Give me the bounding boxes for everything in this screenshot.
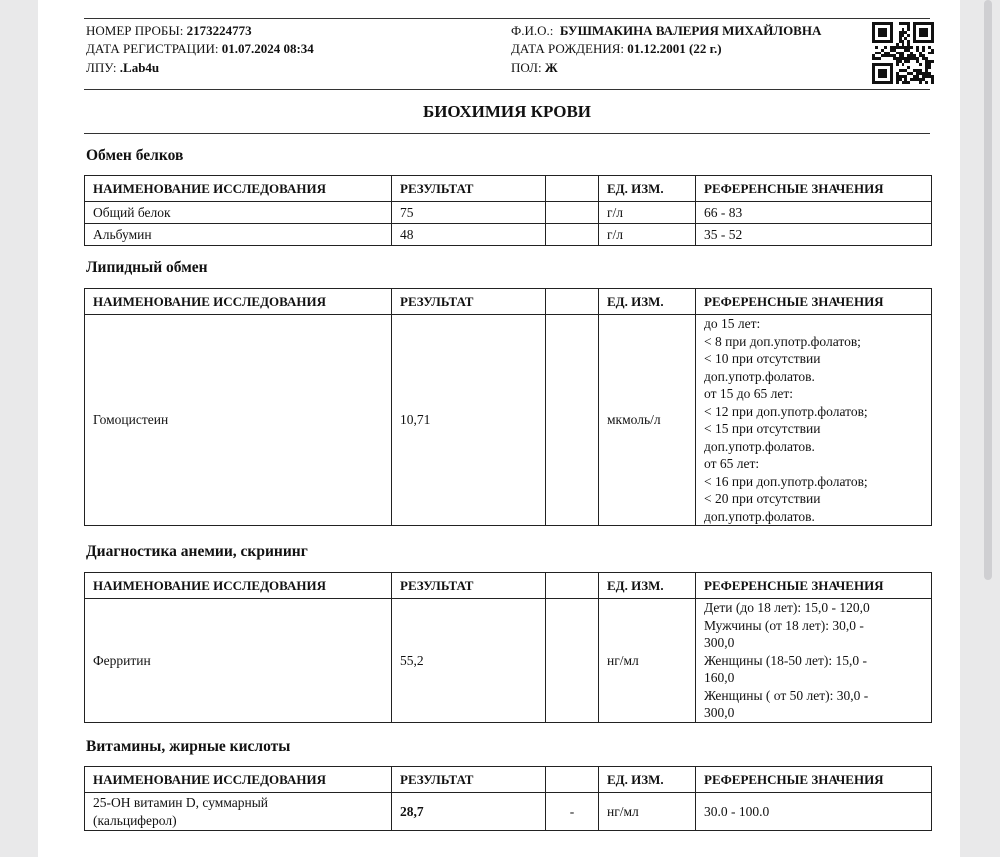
table-row bbox=[85, 315, 932, 526]
col-header-ref: РЕФЕРЕНСНЫЕ ЗНАЧЕНИЯ bbox=[696, 176, 932, 202]
col-header-flag bbox=[546, 573, 599, 599]
table-header-row bbox=[85, 176, 932, 202]
test-unit: нг/мл bbox=[599, 599, 696, 723]
col-header-flag bbox=[546, 176, 599, 202]
test-result-value: 28,7 bbox=[400, 803, 424, 819]
test-name: Ферритин bbox=[85, 599, 392, 723]
col-header-unit: ЕД. ИЗМ. bbox=[599, 176, 696, 202]
test-name: Общий белок bbox=[85, 202, 392, 224]
ref-line: Дети (до 18 лет): 15,0 - 120,0 bbox=[704, 600, 870, 615]
test-reference bbox=[696, 599, 932, 723]
header-top-rule bbox=[84, 18, 930, 19]
table-header-row bbox=[85, 573, 932, 599]
ref-line: Женщины (18-50 лет): 15,0 - bbox=[704, 652, 868, 668]
ref-line: 160,0 bbox=[704, 670, 735, 685]
table-lipid bbox=[84, 288, 932, 526]
scrollbar[interactable] bbox=[984, 0, 992, 580]
test-flag bbox=[546, 599, 599, 723]
col-header-ref: РЕФЕРЕНСНЫЕ ЗНАЧЕНИЯ bbox=[696, 289, 932, 315]
qr-code bbox=[872, 22, 934, 84]
col-header-unit: ЕД. ИЗМ. bbox=[599, 289, 696, 315]
test-flag: - bbox=[546, 793, 599, 831]
test-flag bbox=[546, 224, 599, 246]
test-name bbox=[85, 793, 392, 831]
section-title-lipid: Липидный обмен bbox=[86, 259, 208, 276]
col-header-flag bbox=[546, 767, 599, 793]
test-reference bbox=[696, 315, 932, 526]
test-result bbox=[392, 793, 546, 831]
table-row bbox=[85, 224, 932, 246]
test-unit: мкмоль/л bbox=[599, 315, 696, 526]
sex: ПОЛ: Ж bbox=[511, 60, 558, 75]
ref-line: < 15 при отсутствии bbox=[704, 421, 821, 436]
test-result: 48 bbox=[392, 224, 546, 246]
document-title: БИОХИМИЯ КРОВИ bbox=[422, 102, 592, 121]
col-header-name: НАИМЕНОВАНИЕ ИССЛЕДОВАНИЯ bbox=[85, 176, 392, 202]
test-result: 10,71 bbox=[392, 315, 546, 526]
test-reference: 66 - 83 bbox=[696, 202, 932, 224]
ref-line: 300,0 bbox=[704, 635, 735, 650]
col-header-result: РЕЗУЛЬТАТ bbox=[392, 573, 546, 599]
col-header-ref: РЕФЕРЕНСНЫЕ ЗНАЧЕНИЯ bbox=[696, 573, 932, 599]
table-header-row bbox=[85, 767, 932, 793]
table-row bbox=[85, 599, 932, 723]
ref-line: Женщины ( от 50 лет): 30,0 - bbox=[704, 687, 869, 703]
title-rule bbox=[84, 133, 930, 134]
ref-line: доп.употр.фолатов. bbox=[704, 438, 815, 454]
ref-line: от 65 лет: bbox=[704, 456, 760, 471]
ref-line: доп.употр.фолатов. bbox=[704, 508, 815, 524]
header-bottom-rule bbox=[84, 89, 930, 90]
ref-line: < 20 при отсутствии bbox=[704, 491, 821, 506]
test-unit: нг/мл bbox=[599, 793, 696, 831]
table-row bbox=[85, 793, 932, 831]
table-row bbox=[85, 202, 932, 224]
ref-line: доп.употр.фолатов. bbox=[704, 368, 815, 384]
table-header-row bbox=[85, 289, 932, 315]
ref-line: до 15 лет: bbox=[704, 316, 761, 331]
col-header-result: РЕЗУЛЬТАТ bbox=[392, 176, 546, 202]
col-header-name: НАИМЕНОВАНИЕ ИССЛЕДОВАНИЯ bbox=[85, 289, 392, 315]
table-anemia bbox=[84, 572, 932, 723]
table-vitamins bbox=[84, 766, 932, 831]
col-header-name: НАИМЕНОВАНИЕ ИССЛЕДОВАНИЯ bbox=[85, 767, 392, 793]
col-header-flag bbox=[546, 289, 599, 315]
col-header-unit: ЕД. ИЗМ. bbox=[599, 573, 696, 599]
birth-date: ДАТА РОЖДЕНИЯ: 01.12.2001 (22 г.) bbox=[511, 41, 722, 56]
patient-name: Ф.И.О.: БУШМАКИНА ВАЛЕРИЯ МИХАЙЛОВНА bbox=[511, 23, 822, 38]
col-header-ref: РЕФЕРЕНСНЫЕ ЗНАЧЕНИЯ bbox=[696, 767, 932, 793]
test-unit: г/л bbox=[599, 202, 696, 224]
section-title-vitamins: Витамины, жирные кислоты bbox=[86, 738, 291, 755]
ref-line: < 12 при доп.употр.фолатов; bbox=[704, 403, 868, 419]
test-name-line: (кальциферол) bbox=[93, 812, 177, 828]
test-reference: 30.0 - 100.0 bbox=[696, 793, 932, 831]
test-result: 75 bbox=[392, 202, 546, 224]
ref-line: от 15 до 65 лет: bbox=[704, 386, 793, 401]
col-header-result: РЕЗУЛЬТАТ bbox=[392, 767, 546, 793]
col-header-name: НАИМЕНОВАНИЕ ИССЛЕДОВАНИЯ bbox=[85, 573, 392, 599]
ref-line: < 8 при доп.употр.фолатов; bbox=[704, 333, 861, 349]
test-name: Гомоцистеин bbox=[85, 315, 392, 526]
section-title-anemia: Диагностика анемии, скрининг bbox=[86, 543, 308, 560]
test-reference: 35 - 52 bbox=[696, 224, 932, 246]
test-name: Альбумин bbox=[85, 224, 392, 246]
table-protein bbox=[84, 175, 932, 246]
col-header-result: РЕЗУЛЬТАТ bbox=[392, 289, 546, 315]
sample-number: НОМЕР ПРОБЫ: 2173224773 bbox=[86, 23, 252, 38]
ref-line: 300,0 bbox=[704, 705, 735, 720]
test-unit: г/л bbox=[599, 224, 696, 246]
registration-date: ДАТА РЕГИСТРАЦИИ: 01.07.2024 08:34 bbox=[86, 41, 314, 56]
test-flag bbox=[546, 315, 599, 526]
test-name-line: 25-OH витамин D, суммарный bbox=[93, 795, 269, 810]
section-title-protein: Обмен белков bbox=[86, 147, 184, 164]
lpu: ЛПУ: .Lab4u bbox=[86, 60, 160, 75]
ref-line: < 10 при отсутствии bbox=[704, 351, 821, 366]
col-header-unit: ЕД. ИЗМ. bbox=[599, 767, 696, 793]
test-result: 55,2 bbox=[392, 599, 546, 723]
test-flag bbox=[546, 202, 599, 224]
ref-line: Мужчины (от 18 лет): 30,0 - bbox=[704, 617, 864, 633]
ref-line: < 16 при доп.употр.фолатов; bbox=[704, 473, 868, 489]
